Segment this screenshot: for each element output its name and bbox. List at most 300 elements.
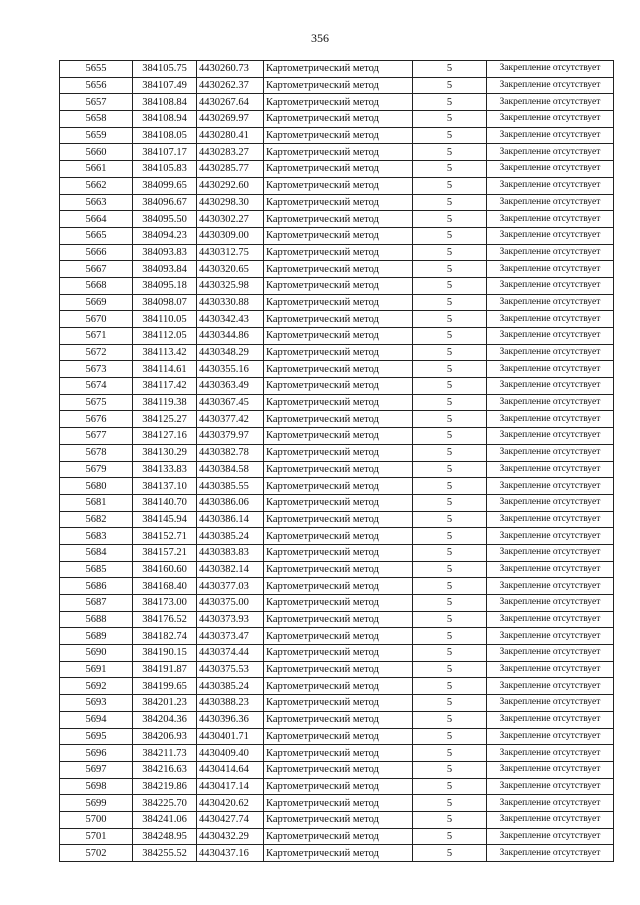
point-number-cell: 5664 (60, 211, 133, 228)
x-coordinate-cell: 384160.60 (133, 561, 197, 578)
fixation-cell: Закрепление отсутствует (487, 478, 614, 495)
table-row (60, 211, 614, 228)
fixation-cell: Закрепление отсутствует (487, 728, 614, 745)
table-row (60, 611, 614, 628)
method-cell: Картометрический метод (264, 294, 413, 311)
x-coordinate-cell: 384173.00 (133, 595, 197, 612)
method-cell: Картометрический метод (264, 561, 413, 578)
point-number-cell: 5688 (60, 611, 133, 628)
method-cell: Картометрический метод (264, 511, 413, 528)
y-coordinate-cell: 4430312.75 (197, 244, 264, 261)
table-row (60, 828, 614, 845)
x-coordinate-cell: 384117.42 (133, 378, 197, 395)
error-cell: 5 (413, 645, 487, 662)
table-row (60, 578, 614, 595)
error-cell: 5 (413, 328, 487, 345)
y-coordinate-cell: 4430377.03 (197, 578, 264, 595)
method-cell: Картометрический метод (264, 444, 413, 461)
y-coordinate-cell: 4430379.97 (197, 428, 264, 445)
x-coordinate-cell: 384190.15 (133, 645, 197, 662)
fixation-cell: Закрепление отсутствует (487, 561, 614, 578)
method-cell: Картометрический метод (264, 244, 413, 261)
error-cell: 5 (413, 728, 487, 745)
error-cell: 5 (413, 478, 487, 495)
table-row (60, 244, 614, 261)
fixation-cell: Закрепление отсутствует (487, 528, 614, 545)
fixation-cell: Закрепление отсутствует (487, 811, 614, 828)
x-coordinate-cell: 384114.61 (133, 361, 197, 378)
method-cell: Картометрический метод (264, 661, 413, 678)
table-row (60, 294, 614, 311)
y-coordinate-cell: 4430388.23 (197, 695, 264, 712)
point-number-cell: 5683 (60, 528, 133, 545)
table-row (60, 695, 614, 712)
y-coordinate-cell: 4430427.74 (197, 811, 264, 828)
point-number-cell: 5672 (60, 344, 133, 361)
x-coordinate-cell: 384168.40 (133, 578, 197, 595)
point-number-cell: 5675 (60, 394, 133, 411)
method-cell: Картометрический метод (264, 711, 413, 728)
x-coordinate-cell: 384241.06 (133, 811, 197, 828)
point-number-cell: 5680 (60, 478, 133, 495)
table-row (60, 661, 614, 678)
y-coordinate-cell: 4430375.00 (197, 595, 264, 612)
error-cell: 5 (413, 528, 487, 545)
fixation-cell: Закрепление отсутствует (487, 828, 614, 845)
y-coordinate-cell: 4430375.53 (197, 661, 264, 678)
method-cell: Картометрический метод (264, 361, 413, 378)
y-coordinate-cell: 4430330.88 (197, 294, 264, 311)
page-number: 356 (311, 31, 329, 45)
method-cell: Картометрический метод (264, 394, 413, 411)
error-cell: 5 (413, 711, 487, 728)
point-number-cell: 5700 (60, 811, 133, 828)
method-cell: Картометрический метод (264, 61, 413, 78)
y-coordinate-cell: 4430373.47 (197, 628, 264, 645)
error-cell: 5 (413, 127, 487, 144)
method-cell: Картометрический метод (264, 127, 413, 144)
x-coordinate-cell: 384108.84 (133, 94, 197, 111)
error-cell: 5 (413, 678, 487, 695)
fixation-cell: Закрепление отсутствует (487, 77, 614, 94)
error-cell: 5 (413, 244, 487, 261)
method-cell: Картометрический метод (264, 828, 413, 845)
method-cell: Картометрический метод (264, 745, 413, 762)
method-cell: Картометрический метод (264, 795, 413, 812)
y-coordinate-cell: 4430396.36 (197, 711, 264, 728)
x-coordinate-cell: 384182.74 (133, 628, 197, 645)
table-row (60, 77, 614, 94)
x-coordinate-cell: 384157.21 (133, 544, 197, 561)
fixation-cell: Закрепление отсутствует (487, 61, 614, 78)
table-row (60, 628, 614, 645)
point-number-cell: 5659 (60, 127, 133, 144)
error-cell: 5 (413, 378, 487, 395)
x-coordinate-cell: 384107.17 (133, 144, 197, 161)
x-coordinate-cell: 384107.49 (133, 77, 197, 94)
error-cell: 5 (413, 261, 487, 278)
x-coordinate-cell: 384105.75 (133, 61, 197, 78)
error-cell: 5 (413, 595, 487, 612)
y-coordinate-cell: 4430377.42 (197, 411, 264, 428)
point-number-cell: 5685 (60, 561, 133, 578)
point-number-cell: 5699 (60, 795, 133, 812)
y-coordinate-cell: 4430432.29 (197, 828, 264, 845)
point-number-cell: 5690 (60, 645, 133, 662)
method-cell: Картометрический метод (264, 528, 413, 545)
method-cell: Картометрический метод (264, 144, 413, 161)
point-number-cell: 5687 (60, 595, 133, 612)
table-row (60, 311, 614, 328)
method-cell: Картометрический метод (264, 428, 413, 445)
x-coordinate-cell: 384211.73 (133, 745, 197, 762)
table-row (60, 227, 614, 244)
y-coordinate-cell: 4430363.49 (197, 378, 264, 395)
table-row (60, 177, 614, 194)
point-number-cell: 5693 (60, 695, 133, 712)
point-number-cell: 5681 (60, 494, 133, 511)
y-coordinate-cell: 4430385.55 (197, 478, 264, 495)
table-body (60, 61, 614, 862)
y-coordinate-cell: 4430383.83 (197, 544, 264, 561)
method-cell: Картометрический метод (264, 177, 413, 194)
error-cell: 5 (413, 494, 487, 511)
y-coordinate-cell: 4430374.44 (197, 645, 264, 662)
error-cell: 5 (413, 828, 487, 845)
fixation-cell: Закрепление отсутствует (487, 511, 614, 528)
fixation-cell: Закрепление отсутствует (487, 177, 614, 194)
table-row (60, 261, 614, 278)
fixation-cell: Закрепление отсутствует (487, 161, 614, 178)
fixation-cell: Закрепление отсутствует (487, 261, 614, 278)
fixation-cell: Закрепление отсутствует (487, 711, 614, 728)
point-number-cell: 5679 (60, 461, 133, 478)
fixation-cell: Закрепление отсутствует (487, 795, 614, 812)
error-cell: 5 (413, 294, 487, 311)
error-cell: 5 (413, 144, 487, 161)
method-cell: Картометрический метод (264, 161, 413, 178)
table-row (60, 444, 614, 461)
fixation-cell: Закрепление отсутствует (487, 194, 614, 211)
table-row (60, 595, 614, 612)
x-coordinate-cell: 384219.86 (133, 778, 197, 795)
y-coordinate-cell: 4430382.78 (197, 444, 264, 461)
error-cell: 5 (413, 778, 487, 795)
x-coordinate-cell: 384130.29 (133, 444, 197, 461)
y-coordinate-cell: 4430414.64 (197, 761, 264, 778)
fixation-cell: Закрепление отсутствует (487, 144, 614, 161)
x-coordinate-cell: 384093.83 (133, 244, 197, 261)
table-row (60, 795, 614, 812)
method-cell: Картометрический метод (264, 111, 413, 128)
error-cell: 5 (413, 444, 487, 461)
method-cell: Картометрический метод (264, 277, 413, 294)
table-row (60, 111, 614, 128)
x-coordinate-cell: 384216.63 (133, 761, 197, 778)
fixation-cell: Закрепление отсутствует (487, 211, 614, 228)
table-row (60, 528, 614, 545)
fixation-cell: Закрепление отсутствует (487, 845, 614, 862)
point-number-cell: 5698 (60, 778, 133, 795)
y-coordinate-cell: 4430420.62 (197, 795, 264, 812)
y-coordinate-cell: 4430260.73 (197, 61, 264, 78)
fixation-cell: Закрепление отсутствует (487, 611, 614, 628)
error-cell: 5 (413, 361, 487, 378)
y-coordinate-cell: 4430298.30 (197, 194, 264, 211)
point-number-cell: 5670 (60, 311, 133, 328)
point-number-cell: 5658 (60, 111, 133, 128)
fixation-cell: Закрепление отсутствует (487, 661, 614, 678)
y-coordinate-cell: 4430269.97 (197, 111, 264, 128)
error-cell: 5 (413, 177, 487, 194)
fixation-cell: Закрепление отсутствует (487, 411, 614, 428)
method-cell: Картометрический метод (264, 595, 413, 612)
point-number-cell: 5677 (60, 428, 133, 445)
method-cell: Картометрический метод (264, 94, 413, 111)
x-coordinate-cell: 384127.16 (133, 428, 197, 445)
method-cell: Картометрический метод (264, 378, 413, 395)
y-coordinate-cell: 4430342.43 (197, 311, 264, 328)
error-cell: 5 (413, 311, 487, 328)
fixation-cell: Закрепление отсутствует (487, 645, 614, 662)
point-number-cell: 5674 (60, 378, 133, 395)
fixation-cell: Закрепление отсутствует (487, 628, 614, 645)
point-number-cell: 5701 (60, 828, 133, 845)
table-row (60, 411, 614, 428)
table-row (60, 344, 614, 361)
point-number-cell: 5655 (60, 61, 133, 78)
point-number-cell: 5666 (60, 244, 133, 261)
fixation-cell: Закрепление отсутствует (487, 127, 614, 144)
y-coordinate-cell: 4430417.14 (197, 778, 264, 795)
method-cell: Картометрический метод (264, 494, 413, 511)
x-coordinate-cell: 384108.05 (133, 127, 197, 144)
y-coordinate-cell: 4430262.37 (197, 77, 264, 94)
x-coordinate-cell: 384095.50 (133, 211, 197, 228)
fixation-cell: Закрепление отсутствует (487, 428, 614, 445)
error-cell: 5 (413, 344, 487, 361)
table-row (60, 728, 614, 745)
method-cell: Картометрический метод (264, 211, 413, 228)
error-cell: 5 (413, 811, 487, 828)
table-row (60, 144, 614, 161)
x-coordinate-cell: 384225.70 (133, 795, 197, 812)
x-coordinate-cell: 384206.93 (133, 728, 197, 745)
error-cell: 5 (413, 194, 487, 211)
error-cell: 5 (413, 511, 487, 528)
method-cell: Картометрический метод (264, 344, 413, 361)
error-cell: 5 (413, 745, 487, 762)
table-row (60, 194, 614, 211)
table-row (60, 328, 614, 345)
point-number-cell: 5663 (60, 194, 133, 211)
x-coordinate-cell: 384108.94 (133, 111, 197, 128)
error-cell: 5 (413, 277, 487, 294)
y-coordinate-cell: 4430386.06 (197, 494, 264, 511)
x-coordinate-cell: 384093.84 (133, 261, 197, 278)
y-coordinate-cell: 4430320.65 (197, 261, 264, 278)
error-cell: 5 (413, 77, 487, 94)
error-cell: 5 (413, 695, 487, 712)
x-coordinate-cell: 384125.27 (133, 411, 197, 428)
x-coordinate-cell: 384110.05 (133, 311, 197, 328)
error-cell: 5 (413, 578, 487, 595)
method-cell: Картометрический метод (264, 678, 413, 695)
fixation-cell: Закрепление отсутствует (487, 745, 614, 762)
error-cell: 5 (413, 845, 487, 862)
x-coordinate-cell: 384204.36 (133, 711, 197, 728)
table-row (60, 511, 614, 528)
error-cell: 5 (413, 161, 487, 178)
method-cell: Картометрический метод (264, 411, 413, 428)
y-coordinate-cell: 4430348.29 (197, 344, 264, 361)
fixation-cell: Закрепление отсутствует (487, 227, 614, 244)
table-row (60, 761, 614, 778)
point-number-cell: 5671 (60, 328, 133, 345)
fixation-cell: Закрепление отсутствует (487, 778, 614, 795)
method-cell: Картометрический метод (264, 227, 413, 244)
fixation-cell: Закрепление отсутствует (487, 678, 614, 695)
y-coordinate-cell: 4430401.71 (197, 728, 264, 745)
method-cell: Картометрический метод (264, 544, 413, 561)
error-cell: 5 (413, 428, 487, 445)
point-number-cell: 5656 (60, 77, 133, 94)
error-cell: 5 (413, 761, 487, 778)
table-row (60, 778, 614, 795)
error-cell: 5 (413, 211, 487, 228)
method-cell: Картометрический метод (264, 77, 413, 94)
table-row (60, 678, 614, 695)
y-coordinate-cell: 4430283.27 (197, 144, 264, 161)
point-number-cell: 5686 (60, 578, 133, 595)
point-number-cell: 5697 (60, 761, 133, 778)
table-row (60, 561, 614, 578)
y-coordinate-cell: 4430385.24 (197, 528, 264, 545)
y-coordinate-cell: 4430267.64 (197, 94, 264, 111)
method-cell: Картометрический метод (264, 695, 413, 712)
method-cell: Картометрический метод (264, 578, 413, 595)
method-cell: Картометрический метод (264, 845, 413, 862)
table-row (60, 394, 614, 411)
y-coordinate-cell: 4430409.40 (197, 745, 264, 762)
fixation-cell: Закрепление отсутствует (487, 461, 614, 478)
point-number-cell: 5667 (60, 261, 133, 278)
point-number-cell: 5694 (60, 711, 133, 728)
method-cell: Картометрический метод (264, 478, 413, 495)
method-cell: Картометрический метод (264, 311, 413, 328)
y-coordinate-cell: 4430385.24 (197, 678, 264, 695)
fixation-cell: Закрепление отсутствует (487, 311, 614, 328)
y-coordinate-cell: 4430292.60 (197, 177, 264, 194)
fixation-cell: Закрепление отсутствует (487, 244, 614, 261)
x-coordinate-cell: 384191.87 (133, 661, 197, 678)
table-row (60, 94, 614, 111)
error-cell: 5 (413, 461, 487, 478)
table-row (60, 645, 614, 662)
table-row (60, 61, 614, 78)
x-coordinate-cell: 384199.65 (133, 678, 197, 695)
table-row (60, 711, 614, 728)
x-coordinate-cell: 384248.95 (133, 828, 197, 845)
y-coordinate-cell: 4430355.16 (197, 361, 264, 378)
error-cell: 5 (413, 611, 487, 628)
table-row (60, 845, 614, 862)
point-number-cell: 5662 (60, 177, 133, 194)
fixation-cell: Закрепление отсутствует (487, 494, 614, 511)
y-coordinate-cell: 4430373.93 (197, 611, 264, 628)
method-cell: Картометрический метод (264, 611, 413, 628)
point-number-cell: 5673 (60, 361, 133, 378)
x-coordinate-cell: 384112.05 (133, 328, 197, 345)
y-coordinate-cell: 4430386.14 (197, 511, 264, 528)
x-coordinate-cell: 384095.18 (133, 277, 197, 294)
table-row (60, 745, 614, 762)
table-row (60, 544, 614, 561)
point-number-cell: 5660 (60, 144, 133, 161)
point-number-cell: 5702 (60, 845, 133, 862)
table-row (60, 428, 614, 445)
table-row (60, 361, 614, 378)
table-row (60, 277, 614, 294)
x-coordinate-cell: 384152.71 (133, 528, 197, 545)
error-cell: 5 (413, 111, 487, 128)
y-coordinate-cell: 4430285.77 (197, 161, 264, 178)
fixation-cell: Закрепление отсутствует (487, 595, 614, 612)
table-row (60, 811, 614, 828)
method-cell: Картометрический метод (264, 328, 413, 345)
method-cell: Картометрический метод (264, 261, 413, 278)
point-number-cell: 5678 (60, 444, 133, 461)
method-cell: Картометрический метод (264, 194, 413, 211)
table-row (60, 161, 614, 178)
y-coordinate-cell: 4430437.16 (197, 845, 264, 862)
point-number-cell: 5689 (60, 628, 133, 645)
error-cell: 5 (413, 411, 487, 428)
point-number-cell: 5657 (60, 94, 133, 111)
fixation-cell: Закрепление отсутствует (487, 361, 614, 378)
y-coordinate-cell: 4430325.98 (197, 277, 264, 294)
fixation-cell: Закрепление отсутствует (487, 111, 614, 128)
y-coordinate-cell: 4430367.45 (197, 394, 264, 411)
method-cell: Картометрический метод (264, 628, 413, 645)
x-coordinate-cell: 384094.23 (133, 227, 197, 244)
fixation-cell: Закрепление отсутствует (487, 394, 614, 411)
y-coordinate-cell: 4430302.27 (197, 211, 264, 228)
fixation-cell: Закрепление отсутствует (487, 761, 614, 778)
fixation-cell: Закрепление отсутствует (487, 544, 614, 561)
fixation-cell: Закрепление отсутствует (487, 344, 614, 361)
point-number-cell: 5684 (60, 544, 133, 561)
table-row (60, 461, 614, 478)
table-row (60, 127, 614, 144)
method-cell: Картометрический метод (264, 778, 413, 795)
point-number-cell: 5682 (60, 511, 133, 528)
fixation-cell: Закрепление отсутствует (487, 695, 614, 712)
error-cell: 5 (413, 94, 487, 111)
error-cell: 5 (413, 628, 487, 645)
x-coordinate-cell: 384096.67 (133, 194, 197, 211)
method-cell: Картометрический метод (264, 761, 413, 778)
x-coordinate-cell: 384099.65 (133, 177, 197, 194)
fixation-cell: Закрепление отсутствует (487, 444, 614, 461)
fixation-cell: Закрепление отсутствует (487, 328, 614, 345)
table-row (60, 378, 614, 395)
x-coordinate-cell: 384105.83 (133, 161, 197, 178)
x-coordinate-cell: 384137.10 (133, 478, 197, 495)
method-cell: Картометрический метод (264, 461, 413, 478)
point-number-cell: 5692 (60, 678, 133, 695)
point-number-cell: 5661 (60, 161, 133, 178)
